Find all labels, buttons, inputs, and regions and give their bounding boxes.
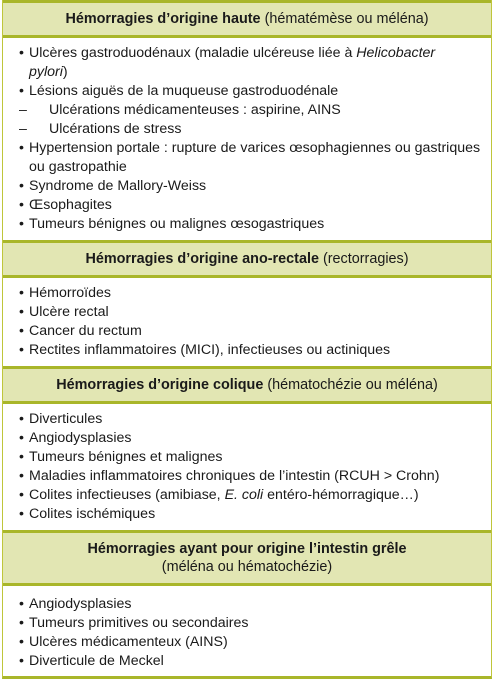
- list-item: • Rectites inflammatoires (MICI), infectieuses ou actiniques: [19, 341, 483, 360]
- list-item: • Lésions aiguës de la muqueuse gastroduodénale: [19, 82, 483, 101]
- list-item: • Colites infectieuses (amibiase, E. coli entéro-hémorragique…): [19, 486, 483, 505]
- section-colic: [2, 366, 492, 530]
- list-subitem: – Ulcérations de stress: [19, 120, 483, 139]
- list-item: • Tumeurs bénignes ou malignes œsogastriques: [19, 215, 483, 234]
- list-item: • Angiodysplasies: [19, 595, 483, 614]
- section-list: [3, 278, 491, 366]
- section-upper: [2, 0, 492, 240]
- section-subtitle: (méléna ou hématochézie): [161, 559, 333, 575]
- section-title: Hémorragies d’origine ano-rectale: [85, 251, 319, 267]
- list-item: • Cancer du rectum: [19, 322, 483, 341]
- section-subtitle: (rectorragies): [322, 251, 409, 267]
- list-item: • Hémorroïdes: [19, 284, 483, 303]
- section-list: [3, 38, 491, 240]
- hemorrhage-table: [2, 0, 492, 679]
- list-item: • Ulcères gastroduodénaux (maladie ulcéreuse liée à Helicobacter: [19, 44, 483, 63]
- list-item: • Diverticules: [19, 410, 483, 429]
- section-header: [3, 530, 491, 586]
- list-item: • Hypertension portale : rupture de varices œsophagiennes ou gastriques: [19, 139, 483, 158]
- section-list: [3, 586, 491, 676]
- list-item: • Tumeurs bénignes et malignes: [19, 448, 483, 467]
- list-item: • Tumeurs primitives ou secondaires: [19, 614, 483, 633]
- section-small-bowel: [2, 530, 492, 679]
- list-item: • Angiodysplasies: [19, 429, 483, 448]
- section-header: [3, 0, 491, 38]
- list-item: • Maladies inflammatoires chroniques de l’intestin (RCUH > Crohn): [19, 467, 483, 486]
- section-title: Hémorragies d’origine haute: [65, 11, 261, 27]
- list-item: • Ulcère rectal: [19, 303, 483, 322]
- section-title: Hémorragies d’origine colique: [56, 377, 264, 393]
- list-item-continuation: pylori): [29, 64, 68, 80]
- section-list: [3, 404, 491, 530]
- list-item: • Ulcères médicamenteux (AINS): [19, 633, 483, 652]
- section-subtitle: (hématémèse ou méléna): [264, 11, 429, 27]
- section-anorectal: [2, 240, 492, 366]
- section-title: Hémorragies ayant pour origine l’intestin grêle: [87, 541, 407, 557]
- list-item: • Syndrome de Mallory-Weiss: [19, 177, 483, 196]
- list-item: • Diverticule de Meckel: [19, 652, 483, 671]
- section-header: [3, 366, 491, 404]
- list-subitem: – Ulcérations médicamenteuses : aspirine, AINS: [19, 101, 483, 120]
- list-item-continuation: ou gastropathie: [29, 159, 127, 175]
- section-subtitle: (hématochézie ou méléna): [267, 377, 438, 393]
- list-item: • Colites ischémiques: [19, 505, 483, 524]
- list-item: • Œsophagites: [19, 196, 483, 215]
- section-header: [3, 240, 491, 278]
